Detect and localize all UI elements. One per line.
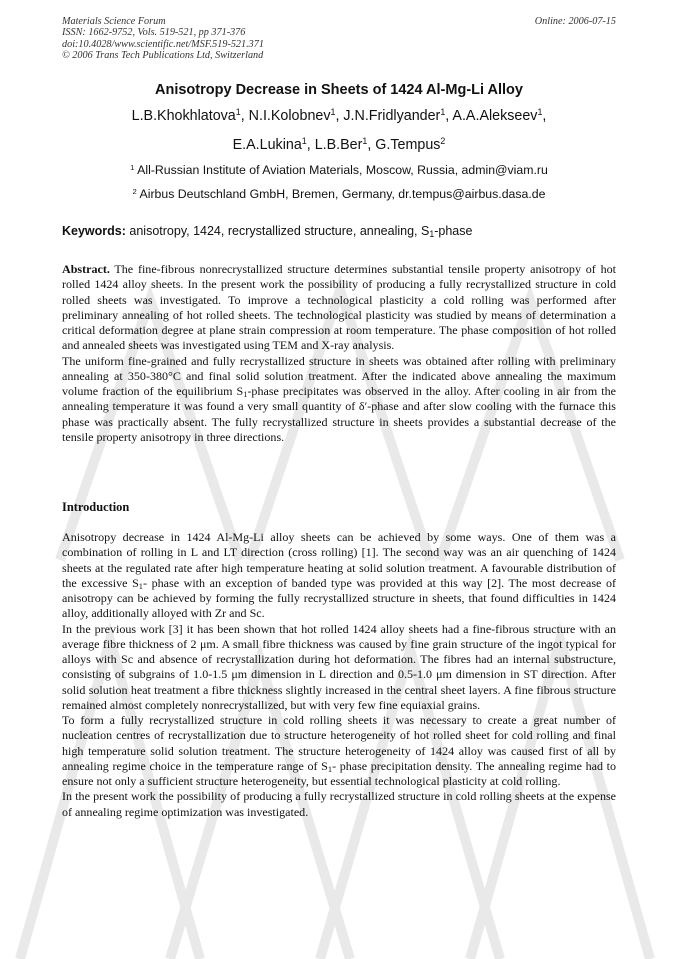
affiliation-2 bbox=[0, 187, 678, 201]
abstract-paragraph-2 bbox=[62, 354, 616, 446]
intro-paragraph-3 bbox=[62, 713, 616, 789]
authors-line-1: L.B.Khokhlatova$^1$, N.I.Kolobnev$^1$, J.N.Fridlyander$^1$, A.A.Alekseev$^1$, bbox=[131, 107, 547, 124]
intro-text: To form a fully recrystallized structure in cold rolling sheets it was necessary to create a great number of nucleation centres of recrystallization due to structure heterogeneity of hot rolled sheet for cold rolling and final high temperature solid solution treatment. The structure heterogeneity of 1424 alloy was caused first of all by annealing regime choice in the temperature range of S bbox=[62, 713, 616, 773]
author-name: E.A.Lukina bbox=[232, 137, 302, 153]
abstract-label: Abstract. bbox=[62, 262, 110, 276]
affiliation-marker: 2 bbox=[440, 136, 446, 147]
abstract-text: The fine-fibrous nonrecrystallized structure determines substantial tensile property anisotropy of hot rolled 1424 alloy sheets. In the present work the possibility of producing a fully recrystallized structure in cold rolled sheets was investigated. To improve a technological plasticity a cold rolling was performed after preliminary annealing of hot rolled sheets. The technological plasticity was studied by means of determination a critical deformation degree at plane strain compression at room temperature. The phase composition of hot rolled and annealed sheets was investigated using TEM and X-ray analysis. bbox=[62, 262, 616, 353]
keywords bbox=[62, 224, 616, 238]
abstract-text: -phase precipitates was observed in the alloy. After cooling in air from the annealing temperature it was found a very small quantity of δ′-phase and after slow cooling with the furnace this phase was practically absent. The fully recrystallized structure in sheets provides a substantial decrease of the tensile property anisotropy in three directions. bbox=[62, 384, 616, 444]
author-name: G.Tempus bbox=[375, 137, 441, 153]
affiliation-marker: 1 bbox=[330, 107, 336, 118]
doi-line[interactable]: doi:10.4028/www.scientific.net/MSF.519-521.371 bbox=[62, 38, 264, 50]
journal-header bbox=[62, 16, 616, 62]
affiliation-1 bbox=[0, 163, 678, 177]
subscript: 1 bbox=[138, 580, 143, 591]
subscript: 1 bbox=[327, 763, 333, 774]
intro-text: - phase with an exception of banded type was provided at this way [2]. The most decrease of anisotropy can be achieved by forming the fully recrystallized structure in sheets, that found difficulties in 1424 alloy, additionally alloyed with Zr and Sc. bbox=[62, 575, 616, 621]
section-heading-introduction: Introduction bbox=[62, 500, 130, 514]
journal-name: Materials Science Forum bbox=[62, 16, 166, 27]
intro-paragraph-2: In the previous work [3] it has been shown that hot rolled 1424 alloy sheets had a fine-fibrous structure with an average fibre thickness of 2 μm. A small fibre thickness was caused by fine grain structure of the ingot typical for alloys with Sc and absence of recrystallization during hot deformation. The fibres had an internal substructure, consisting of subgrains of 1.0-1.5 μm dimension in L direction and 0.5-1.0 μm dimension in ST direction. After solid solution heat treatment a fibre thickness slightly increased in the central sheet layers. A fine fibrous structure remained almost completely nonrecrystallized, but with very few fine equiaxial grains. bbox=[62, 621, 616, 712]
affiliation-marker: 1 bbox=[440, 107, 446, 118]
keywords-label: Keywords: bbox=[62, 224, 126, 238]
affiliation-marker: 1 bbox=[301, 136, 307, 147]
issn-line: ISSN: 1662-9752, Vols. 519-521, pp 371-376 bbox=[62, 27, 246, 39]
paper-title: Anisotropy Decrease in Sheets of 1424 Al-Mg-Li Alloy bbox=[155, 82, 523, 98]
abstract-text: The uniform fine-grained and fully recrystallized structure in sheets was obtained after rolling with preliminary annealing at 350-380°C and final solid solution treatment. After the indicated above annealing the maximum volume fraction of the equilibrium S bbox=[62, 353, 616, 398]
author-name: L.B.Khokhlatova bbox=[131, 108, 236, 124]
copyright-line: © 2006 Trans Tech Publications Ltd, Switzerland bbox=[62, 50, 264, 62]
affiliation-number: 1 bbox=[130, 162, 135, 172]
intro-paragraph-4: In the present work the possibility of producing a fully recrystallized structure in cold rolling sheets at the expense of annealing regime optimization was investigated. bbox=[62, 789, 616, 819]
keywords-subscript: 1 bbox=[429, 229, 435, 240]
author-name: N.I.Kolobnev bbox=[248, 108, 331, 124]
authors-line-2: E.A.Lukina$^1$, L.B.Ber$^1$, G.Tempus$^2$ bbox=[232, 136, 446, 153]
affiliation-marker: 1 bbox=[362, 136, 368, 147]
introduction-body bbox=[62, 530, 616, 820]
affiliation-text: Airbus Deutschland GmbH, Bremen, Germany, dr.tempus@airbus.dasa.de bbox=[139, 187, 546, 201]
author-name: J.N.Fridlyander bbox=[343, 108, 441, 124]
intro-text: Anisotropy decrease in 1424 Al-Mg-Li alloy sheets can be achieved by some ways. One of them was a combination of rolling in L and LT direction (cross rolling) [1]. The second way was an air quenching of 1424 sheets at the regulated rate after high temperature heating at solid solution treatment. A favourable distribution of the excessive S bbox=[62, 530, 616, 590]
intro-text: - phase precipitation density. The annealing regime had to ensure not only a sufficient structure heterogeneity, but essential technological plasticity at cold rolling. bbox=[62, 758, 616, 788]
affiliation-text: All-Russian Institute of Aviation Materials, Moscow, Russia, admin@viam.ru bbox=[137, 163, 548, 177]
keywords-suffix: -phase bbox=[434, 224, 473, 238]
author-name: A.A.Alekseev bbox=[452, 108, 538, 124]
author-name: L.B.Ber bbox=[314, 137, 363, 153]
intro-paragraph-1 bbox=[62, 530, 616, 622]
affiliation-number: 2 bbox=[132, 186, 137, 196]
affiliation-marker: 1 bbox=[235, 107, 241, 118]
online-date: Online: 2006-07-15 bbox=[534, 16, 616, 27]
subscript: 1 bbox=[243, 389, 248, 400]
abstract-paragraph-1 bbox=[62, 262, 616, 354]
abstract bbox=[62, 262, 616, 445]
keywords-text: anisotropy, 1424, recrystallized structure, annealing, S bbox=[129, 224, 430, 238]
affiliation-marker: 1 bbox=[537, 107, 543, 118]
